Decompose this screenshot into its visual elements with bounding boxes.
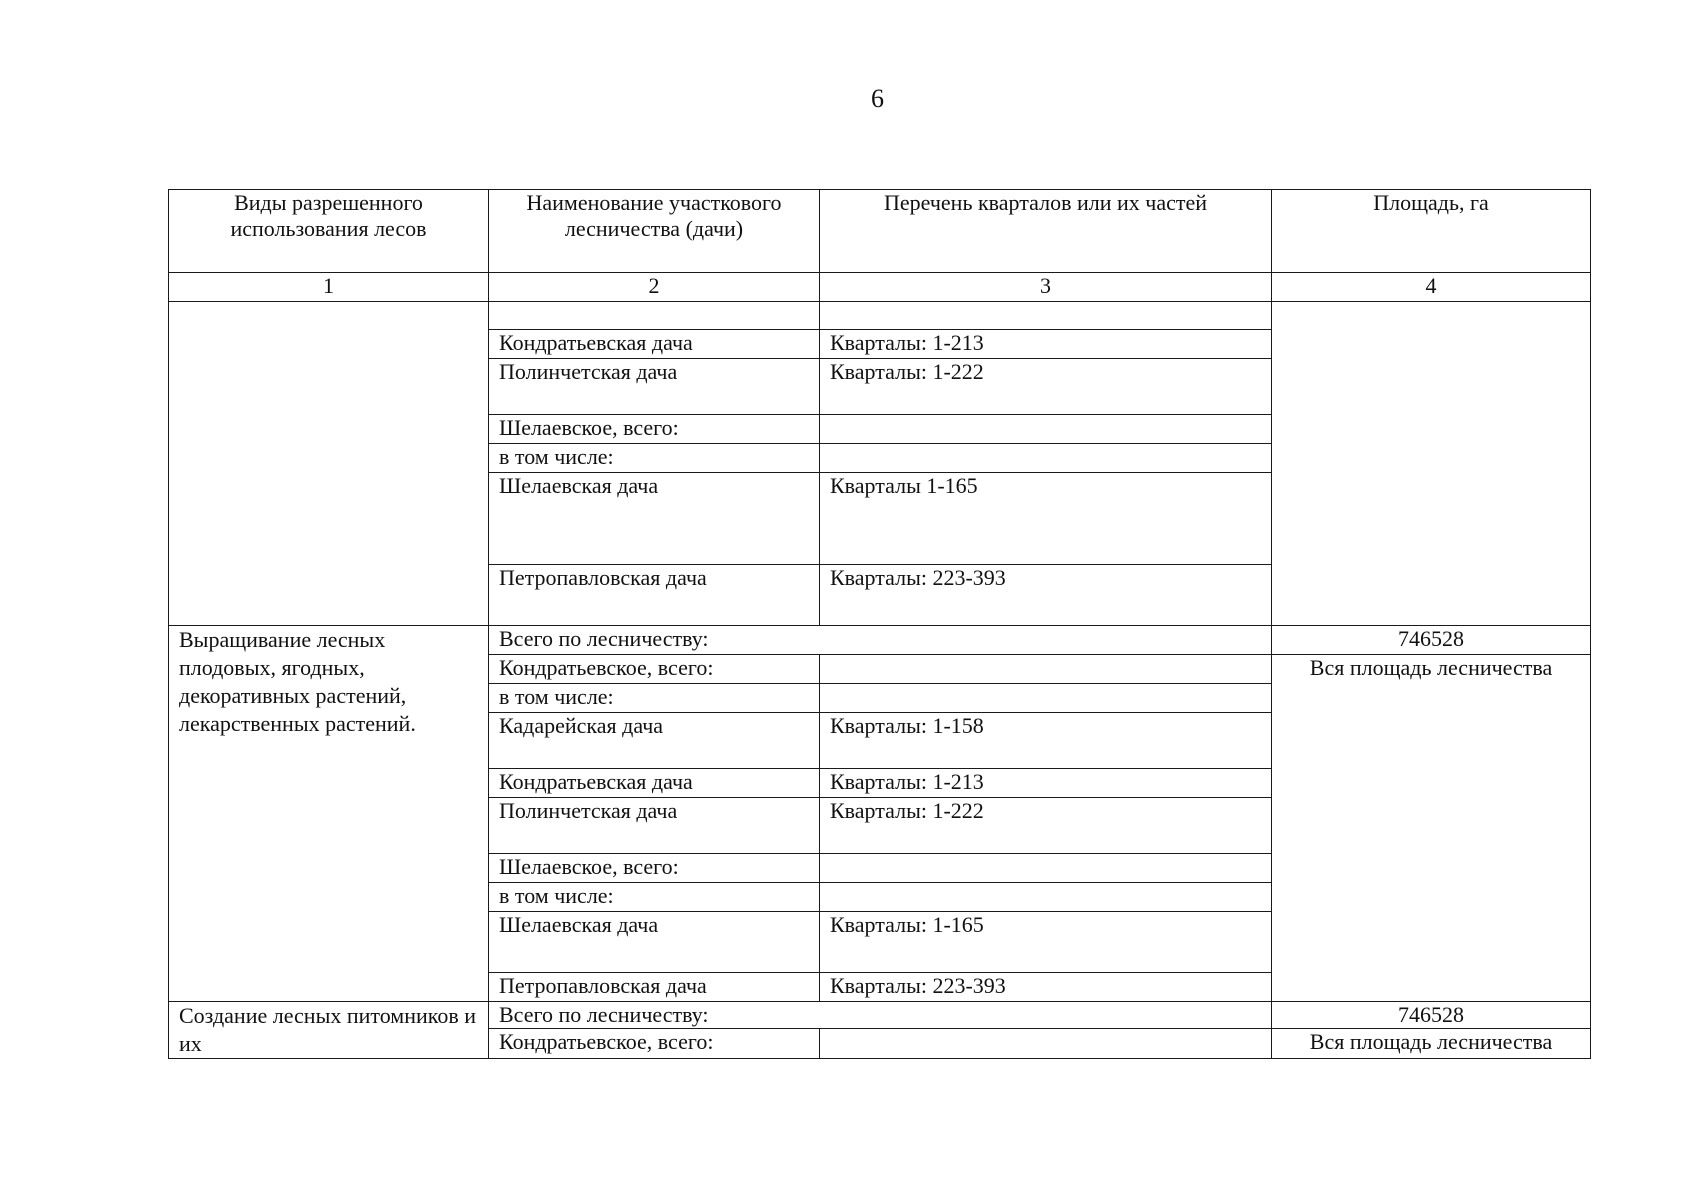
forestry-name-cell: Петропавловская дача <box>489 973 820 1002</box>
forestry-name-cell: Кондратьевская дача <box>489 769 820 798</box>
quarters-cell <box>820 883 1272 912</box>
column-number: 1 <box>169 273 489 302</box>
forestry-name-cell: Кондратьевская дача <box>489 330 820 359</box>
page-number: 6 <box>871 84 884 113</box>
quarters-cell: Кварталы: 1-158 <box>820 713 1272 769</box>
quarters-cell: Кварталы: 1-222 <box>820 798 1272 854</box>
forestry-name-cell: Шелаевское, всего: <box>489 854 820 883</box>
forestry-name-cell: Кондратьевское, всего: <box>489 1029 820 1059</box>
quarters-cell <box>820 415 1272 444</box>
header-col3: Перечень кварталов или их частей <box>820 190 1272 273</box>
use-type-cell <box>169 302 489 626</box>
table-row <box>169 302 1591 330</box>
forestry-total-label: Всего по лесничеству: <box>489 1002 1272 1029</box>
forestry-name-cell: Шелаевская дача <box>489 912 820 973</box>
quarters-cell: Кварталы: 1-222 <box>820 359 1272 415</box>
forestry-total-label: Всего по лесничеству: <box>489 626 1272 655</box>
forestry-name-cell: в том числе: <box>489 444 820 473</box>
forest-use-table <box>168 189 1591 1059</box>
forestry-name-cell: Кондратьевское, всего: <box>489 655 820 684</box>
table-header-row <box>169 190 1591 273</box>
column-number: 3 <box>820 273 1272 302</box>
table-row <box>169 626 1591 655</box>
quarters-cell: Кварталы: 1-213 <box>820 769 1272 798</box>
forestry-name-cell: в том числе: <box>489 684 820 713</box>
header-col4: Площадь, га <box>1272 190 1591 273</box>
column-number: 2 <box>489 273 820 302</box>
use-type-cell: Выращивание лесных плодовых, ягодных, декоративных растений, лекарственных растений. <box>169 626 489 1002</box>
quarters-cell: Кварталы: 1-165 <box>820 912 1272 973</box>
quarters-cell <box>820 655 1272 684</box>
area-cell <box>1272 302 1591 626</box>
column-number: 4 <box>1272 273 1591 302</box>
header-col1: Виды разрешенного использования лесов <box>169 190 489 273</box>
quarters-cell: Кварталы 1-165 <box>820 473 1272 565</box>
forestry-name-cell: Кадарейская дача <box>489 713 820 769</box>
quarters-cell <box>820 302 1272 330</box>
forestry-name-cell: в том числе: <box>489 883 820 912</box>
forestry-name-cell: Шелаевская дача <box>489 473 820 565</box>
forestry-name-cell: Полинчетская дача <box>489 359 820 415</box>
total-area-cell: 746528 <box>1272 626 1591 655</box>
column-number-row <box>169 273 1591 302</box>
table-row <box>169 1002 1591 1029</box>
quarters-cell <box>820 1029 1272 1059</box>
quarters-cell <box>820 854 1272 883</box>
total-area-cell: 746528 <box>1272 1002 1591 1029</box>
use-type-cell: Создание лесных питомников и их <box>169 1002 489 1059</box>
forestry-name-cell <box>489 302 820 330</box>
area-note-cell: Вся площадь лесничества <box>1272 1029 1591 1059</box>
quarters-cell: Кварталы: 223-393 <box>820 973 1272 1002</box>
quarters-cell: Кварталы: 1-213 <box>820 330 1272 359</box>
quarters-cell <box>820 684 1272 713</box>
forestry-name-cell: Петропавловская дача <box>489 565 820 626</box>
quarters-cell: Кварталы: 223-393 <box>820 565 1272 626</box>
forestry-name-cell: Полинчетская дача <box>489 798 820 854</box>
header-col2: Наименование участкового лесничества (дачи) <box>489 190 820 273</box>
quarters-cell <box>820 444 1272 473</box>
forestry-name-cell: Шелаевское, всего: <box>489 415 820 444</box>
area-note-cell: Вся площадь лесничества <box>1272 655 1591 1002</box>
